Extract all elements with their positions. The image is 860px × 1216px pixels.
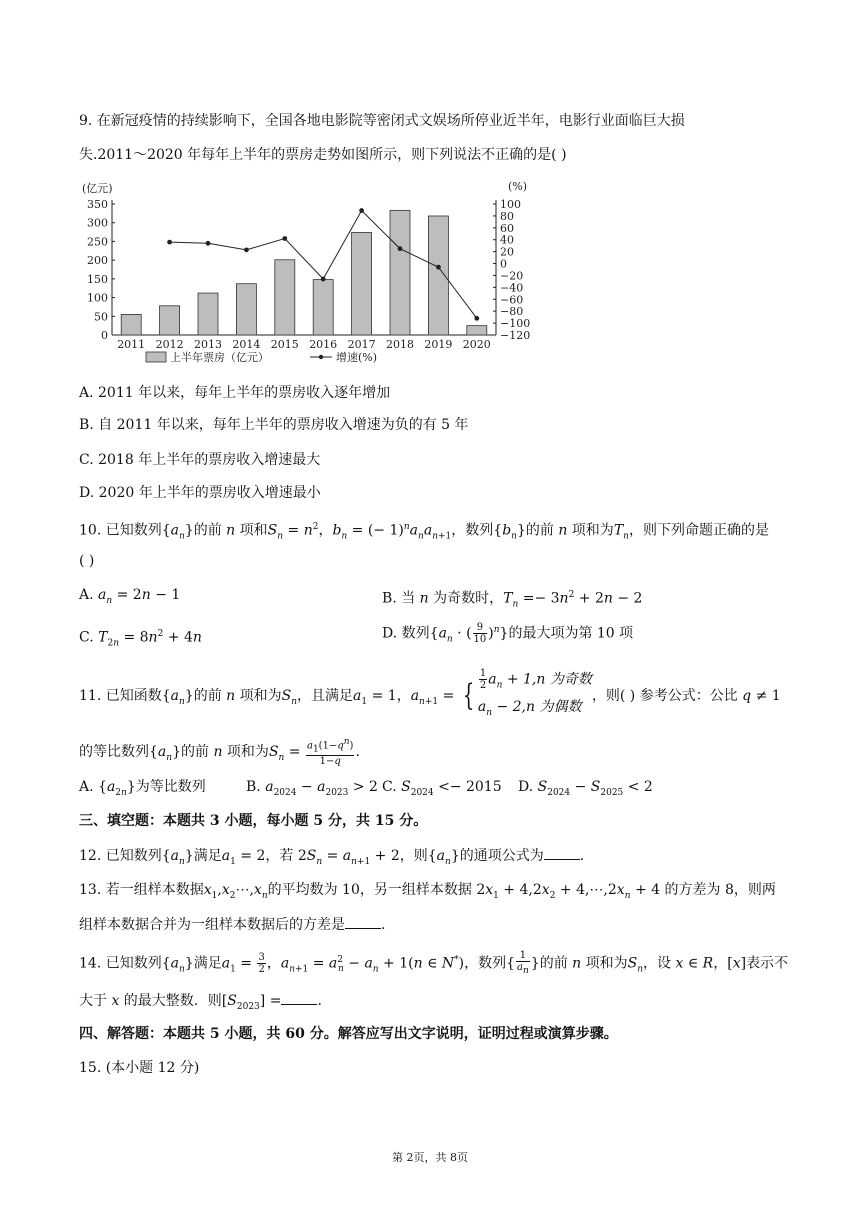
- legend-line-marker: [319, 355, 323, 359]
- q11-option-b[interactable]: B. $a_{2024} - a_{2023} > 2$: [246, 779, 378, 798]
- bar-2019: [428, 216, 448, 335]
- q10-option-d[interactable]: D. 数列{$a_n$ · ( $\frac{9}{10}$ )$^n$}的最大项为第 10 项: [382, 622, 634, 646]
- growth-point-2017: [359, 208, 364, 213]
- category-label: 2011: [117, 338, 146, 351]
- page-footer: 第 2页，共 8页: [392, 1151, 468, 1164]
- left-axis-unit: (亿元): [82, 182, 113, 195]
- q10-option-b[interactable]: B. 当 n 为奇数时，$T_n =- 3n^2 + 2n - 2$: [382, 590, 643, 610]
- growth-point-2018: [398, 246, 403, 251]
- bar-2013: [198, 293, 218, 335]
- q10-stem-line1: 10. 已知数列$\{a_n\}$的前 n 项和$S_n = n^2$，$b_n$ = (− $1)^na_na_{n+1}$，数列$\{b_n\}$的前 n 项和为$T_n$，则下列命题正确的是: [79, 522, 769, 542]
- category-label: 2014: [232, 338, 261, 351]
- right-tick-label: −100: [500, 317, 531, 331]
- q14-stem-line1: 14. 已知数列$\{a_n\}$满足$a_1$ = $\frac{3}{2}$ ，$a_{n+1} = a^2_n - a_n + 1(n$ ∈ N*)，数列{ $\frac{1}{a_n}$ }的前 n 项和为$S_n$，设 x ∈ R，[x]表示不: [79, 950, 789, 977]
- growth-point-2015: [282, 236, 287, 241]
- bar-2014: [236, 284, 256, 335]
- q10-option-a[interactable]: A. $a_n = 2n - 1$: [79, 587, 181, 606]
- right-axis-unit: (%): [508, 180, 528, 193]
- q12-answer-blank[interactable]: [544, 845, 580, 860]
- right-tick-label: −80: [500, 305, 524, 319]
- q11-stem-line2: 的等比数列$\{a_n\}$的前 n 项和为$S_n$ = $\frac{a_1(1-q^n)}{1-q}$ .: [79, 737, 360, 768]
- left-tick-label: 300: [87, 216, 108, 230]
- q10-paren: ( ): [79, 553, 95, 569]
- category-label: 2018: [386, 338, 414, 351]
- growth-point-2016: [321, 277, 326, 282]
- q9-option-d[interactable]: D. 2020 年上半年的票房收入增速最小: [79, 485, 321, 501]
- bar-2016: [313, 280, 333, 335]
- q14-stem-line2: 大于 x 的最大整数．则$[S_{2023}]$ = .: [79, 990, 322, 1017]
- q11-option-a[interactable]: A. $\{a_{2n}\}$为等比数列: [79, 779, 206, 798]
- q15-heading: 15. (本小题 12 分): [79, 1060, 200, 1076]
- legend-line-label: 增速(%): [336, 351, 378, 364]
- bar-2012: [160, 306, 180, 335]
- q13-stem-line2: 组样本数据合并为一组样本数据后的方差是 .: [79, 914, 385, 935]
- right-tick-label: 60: [500, 221, 514, 235]
- bar-2015: [275, 260, 295, 335]
- bar-2020: [467, 326, 487, 335]
- right-tick-label: −60: [500, 293, 524, 307]
- right-tick-label: 100: [500, 198, 521, 211]
- bar-2018: [390, 210, 410, 335]
- right-tick-label: 20: [500, 245, 514, 259]
- q11-option-d[interactable]: D. $S_{2024} - S_{2025} < 2$: [518, 779, 653, 798]
- q10-option-c[interactable]: C. $T_{2n} = 8n^2 + 4n$: [79, 629, 202, 649]
- legend-bar-swatch: [146, 352, 166, 362]
- q12-stem: 12. 已知数列$\{a_n\}$满足$a_1 = 2$，若 $2S_n = a_{n+1} + 2$，则$\{a_n\}$的通项公式为 .: [79, 845, 584, 872]
- category-label: 2019: [424, 338, 453, 351]
- right-tick-label: −120: [500, 329, 531, 342]
- q13-answer-blank[interactable]: [345, 914, 381, 929]
- category-label: 2013: [194, 338, 222, 351]
- category-label: 2012: [155, 338, 184, 351]
- q9-option-c[interactable]: C. 2018 年上半年的票房收入增速最大: [79, 452, 321, 468]
- left-tick-label: 150: [87, 272, 108, 286]
- left-tick-label: 0: [101, 329, 108, 342]
- q9-stem-line2: 失.2011～2020 年每年上半年的票房走势如图所示，则下列说法不正确的是( ): [79, 147, 567, 163]
- bar-2017: [352, 232, 372, 335]
- category-label: 2016: [309, 338, 338, 351]
- growth-point-2012: [167, 240, 172, 245]
- chart-bars: [121, 210, 487, 335]
- q11-option-c[interactable]: C. $S_{2024} <- 2015$: [382, 779, 502, 798]
- growth-point-2013: [206, 241, 211, 246]
- left-tick-label: 350: [87, 198, 108, 211]
- box-office-chart: [78, 178, 531, 368]
- section-4-heading: 四、解答题：本题共 5 小题，共 60 分。解答应写出文字说明，证明过程或演算步骤。: [79, 1026, 618, 1042]
- right-tick-label: 40: [500, 233, 514, 247]
- growth-point-2020: [474, 316, 479, 321]
- q9-option-a[interactable]: A. 2011 年以来，每年上半年的票房收入逐年增加: [79, 385, 391, 401]
- left-tick-label: 100: [87, 291, 108, 305]
- right-tick-label: 0: [500, 257, 507, 271]
- growth-point-2019: [436, 265, 441, 270]
- legend-bar-label: 上半年票房（亿元）: [170, 351, 269, 364]
- chart-legend: [146, 350, 377, 364]
- q9-option-b[interactable]: B. 自 2011 年以来，每年上半年的票房收入增速为负的有 5 年: [79, 417, 469, 433]
- left-tick-label: 50: [94, 310, 108, 324]
- category-label: 2017: [347, 338, 376, 351]
- q14-answer-blank[interactable]: [281, 990, 317, 1005]
- chart-axes: [87, 198, 530, 351]
- right-tick-label: −20: [500, 269, 524, 283]
- left-tick-label: 200: [87, 254, 108, 268]
- category-label: 2020: [462, 338, 491, 351]
- right-tick-label: 80: [500, 209, 514, 223]
- left-tick-label: 250: [87, 235, 108, 249]
- q13-stem-line1: 13. 若一组样本数据$x_1,x_2\cdots,x_n$的平均数为 10，另一组样本数据 $2x_1 + 4,2x_2$ + $4,\cdots,2x_n + 4$ 的方差为 8，则两: [79, 882, 776, 901]
- q11-stem-line1: 11. 已知函数$\{a_n\}$的前 n 项和为$S_n$，且满足$a_1 = 1$，$a_{n+1}$ = { $\frac{1}{2}$ $a_n + 1,n$ 为奇数 $a_n - 2,n$ 为偶数 ，则( ) 参考公式：公比 q ≠ 1: [79, 668, 781, 719]
- growth-point-2014: [244, 247, 249, 252]
- section-3-heading: 三、填空题：本题共 3 小题，每小题 5 分，共 15 分。: [79, 813, 428, 829]
- q9-stem-line1: 9. 在新冠疫情的持续影响下，全国各地电影院等密闭式文娱场所停业近半年，电影行业面临巨大损: [79, 113, 685, 129]
- bar-2011: [121, 314, 141, 335]
- right-tick-label: −40: [500, 281, 524, 295]
- category-label: 2015: [270, 338, 299, 351]
